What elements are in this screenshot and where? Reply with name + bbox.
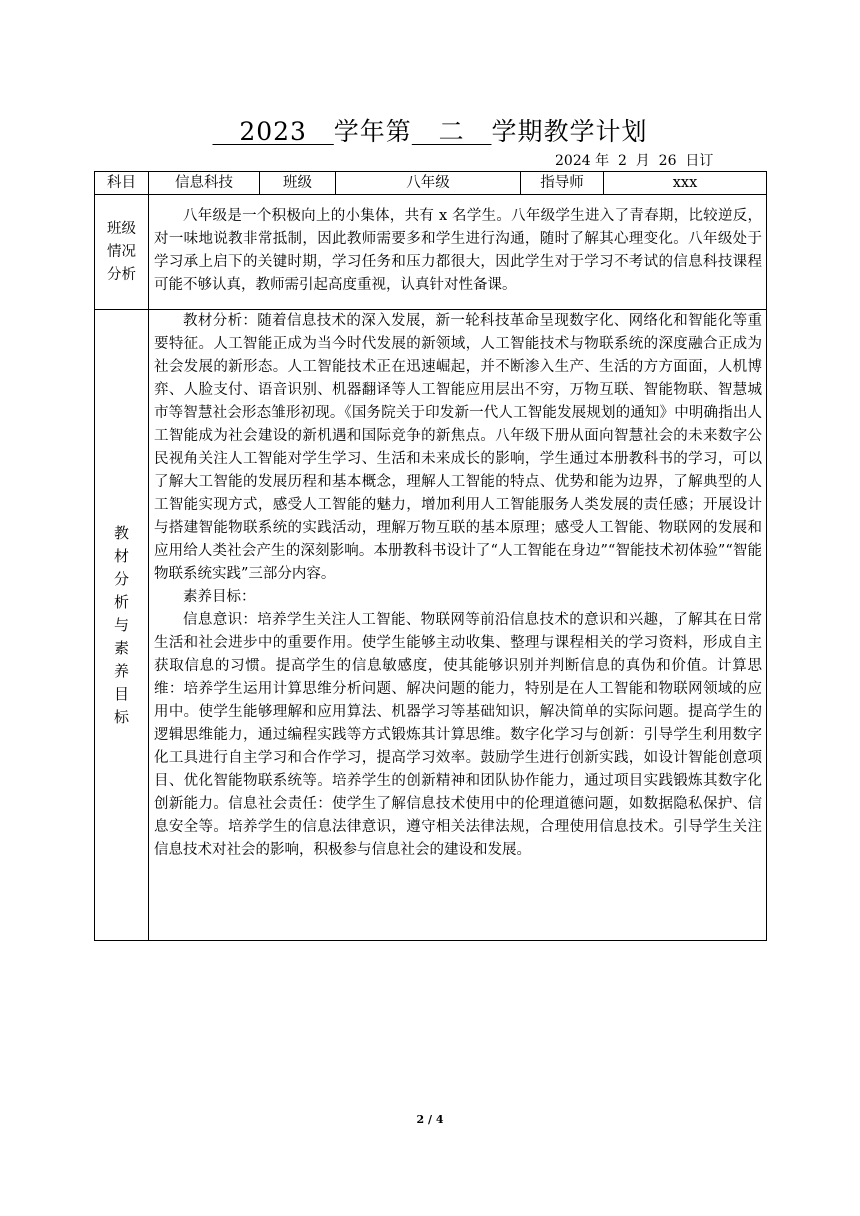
material-label-char-8: 目	[113, 684, 129, 703]
class-analysis-text: 八年级是一个积极向上的小集体，共有 x 名学生。八年级学生进入了青春期，比较逆反，对一味地说教非常抵制，因此教师需要多和学生进行沟通，随时了解其心理变化。八年级处于学习承上启下的关键时期，学习任务和压力都很大，因此学生对于学习不考试的信息科技课程可能不够认真，教师需引起高度重视，认真针对性备课。	[154, 208, 762, 293]
class-analysis-row	[95, 195, 767, 310]
title-suffix: 学期教学计划	[491, 117, 648, 146]
subject-label: 科目	[95, 172, 149, 195]
class-analysis-label-line2: 情况	[107, 243, 136, 260]
title-middle: 学年第	[333, 117, 412, 146]
header-row	[95, 172, 767, 195]
class-value: 八年级	[336, 172, 521, 195]
material-label-char-1: 教	[113, 523, 129, 542]
material-label-char-2: 材	[113, 546, 129, 565]
page-number: 2 / 4	[416, 1113, 444, 1126]
literacy-goals-heading: 素养目标：	[183, 589, 256, 605]
plan-table	[94, 171, 767, 941]
class-analysis-label	[95, 195, 149, 310]
literacy-goals-paragraph: 信息意识：培养学生关注人工智能、物联网等前沿信息技术的意识和兴趣，了解其在日常生活和社会进步中的重要作用。使学生能够主动收集、整理与课程相关的学习资料，形成自主获取信息的习惯。提高学生的信息敏感度，使其能够识别并判断信息的真伪和价值。计算思维：培养学生运用计算思维分析问题、解决问题的能力，特别是在人工智能和物联网领域的应用中。使学生能够理解和应用算法、机器学习等基础知识，解决简单的实际问题。提高学生的逻辑思维能力，通过编程实践等方式锻炼其计算思维。数字化学习与创新：引导学生利用数字化工具进行自主学习和合作学习，提高学习效率。鼓励学生进行创新实践，如设计智能创意项目、优化智能物联系统等。培养学生的创新精神和团队协作能力，通过项目实践锻炼其数字化创新能力。信息社会责任：使学生了解信息技术使用中的伦理道德问题，如数据隐私保护、信息安全等。培养学生的信息法律意识，遵守相关法律法规，合理使用信息技术。引导学生关注信息技术对社会的影响，积极参与信息社会的建设和发展。	[154, 612, 762, 858]
class-label: 班级	[260, 172, 336, 195]
teacher-value: xxx	[604, 172, 767, 195]
material-label-char-7: 养	[113, 661, 129, 680]
term-blank: 二	[411, 117, 492, 146]
material-analysis-paragraph: 教材分析：随着信息技术的深入发展，新一轮科技革命呈现数字化、网络化和智能化等重要特征。人工智能正成为当今时代发展的新领域，人工智能技术与物联系统的深度融合正成为社会发展的新形态。人工智能技术正在迅速崛起，并不断渗入生产、生活的方方面面，人机博弈、人脸支付、语音识别、机器翻译等人工智能应用层出不穷，万物互联、智能物联、智慧城市等智慧社会形态雏形初现。《国务院关于印发新一代人工智能发展规划的通知》中明确指出人工智能成为社会建设的新机遇和国际竞争的新焦点。八年级下册从面向智慧社会的未来数字公民视角关注人工智能对学生学习、生活和未来成长的影响，学生通过本册教科书的学习，可以了解大工智能的发展历程和基本概念，理解人工智能的特点、优势和能为边界，了解典型的人工智能实现方式，感受人工智能的魅力，增加利用人工智能服务人类发展的责任感；开展设计与搭建智能物联系统的实践活动，理解万物互联的基本原理；感受人工智能、物联网的发展和应用给人类社会产生的深刻影响。本册教科书设计了“人工智能在身边”“智能技术初体验”“智能物联系统实践”三部分内容。	[154, 313, 762, 582]
material-label-char-9: 标	[113, 707, 129, 726]
material-row	[95, 310, 767, 941]
document-title	[0, 112, 860, 148]
year-blank: 2023	[212, 117, 334, 146]
class-analysis-label-line1: 班级	[107, 220, 136, 237]
material-label-char-3: 分	[113, 569, 129, 588]
material-label-char-4: 析	[113, 592, 129, 611]
material-label-char-6: 素	[113, 638, 129, 657]
date-line: 2024 年 2 月 26 日订	[555, 153, 714, 169]
subject-value: 信息科技	[149, 172, 260, 195]
material-cell	[149, 310, 767, 941]
class-analysis-label-line3: 分析	[107, 266, 136, 283]
material-label	[95, 310, 149, 941]
material-label-char-5: 与	[113, 615, 129, 634]
teacher-label: 指导师	[521, 172, 604, 195]
class-analysis-cell	[149, 195, 767, 310]
